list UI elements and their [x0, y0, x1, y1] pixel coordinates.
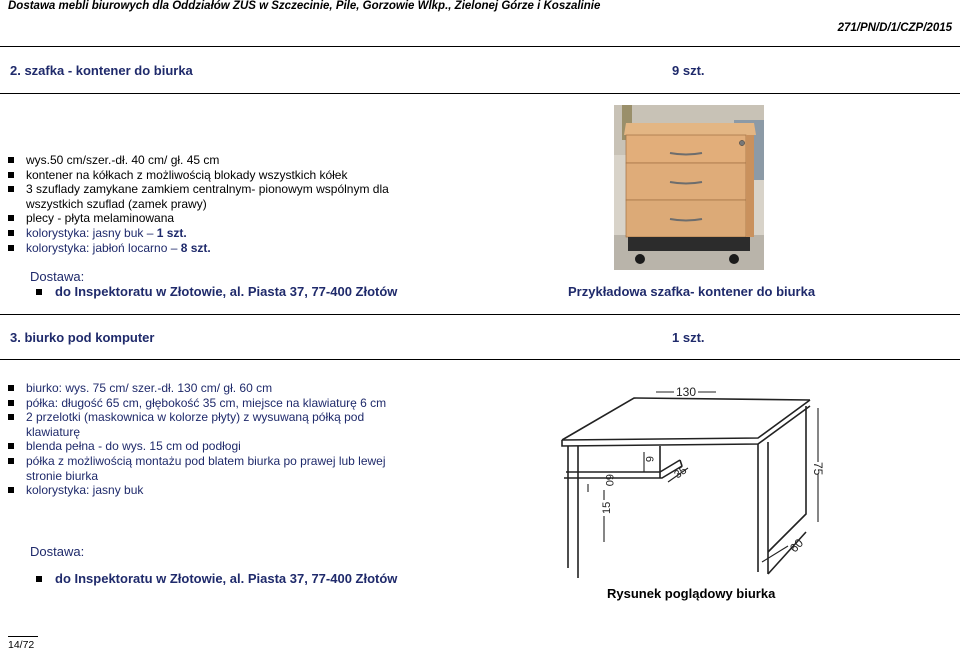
section-2-name: 2. szafka - kontener do biurka [10, 63, 193, 78]
color-1-qty: 1 szt. [156, 225, 187, 240]
keyboard-height-label: 6 [643, 456, 655, 463]
list-item: półka z możliwością montażu pod blatem biurka po prawej lub lewej stronie biurka [0, 454, 420, 483]
section-2-caption: Przykładowa szafka- kontener do biurka [568, 284, 816, 299]
container-photo [614, 105, 764, 270]
section-3-quantity: 1 szt. [672, 330, 705, 345]
section-2-quantity: 9 szt. [672, 63, 705, 78]
footer-divider [8, 636, 38, 637]
list-item [0, 241, 400, 256]
section-3-caption: Rysunek poglądowy biurka [607, 586, 776, 601]
shelf-length-label: 60 [603, 474, 615, 487]
desk-depth-label: 60 [786, 535, 807, 556]
tender-reference: 271/PN/D/1/CZP/2015 [837, 22, 952, 34]
list-item [0, 226, 400, 241]
list-item: wys.50 cm/szer.-dł. 40 cm/ gł. 45 cm [0, 153, 400, 168]
section-3-header [0, 314, 960, 360]
list-item: blenda pełna - do wys. 15 cm od podłogi [0, 439, 420, 454]
color-2-label: kolorystyka: jabłoń locarno – [26, 240, 181, 255]
section-2-delivery-heading: Dostawa: [30, 269, 85, 284]
desk-height-label: 75 [811, 462, 825, 476]
section-3-name: 3. biurko pod komputer [10, 330, 155, 345]
color-1-label: kolorystyka: jasny buk – [26, 225, 157, 240]
color-2-qty: 8 szt. [180, 240, 211, 255]
section-3-delivery-place: do Inspektoratu w Złotowie, al. Piasta 37, 77-400 Złotów [30, 571, 397, 586]
page-number: 14/72 [8, 639, 35, 651]
list-item: półka: długość 65 cm, głębokość 35 cm, miejsce na klawiaturę 6 cm [0, 396, 420, 411]
list-item: plecy - płyta melaminowana [0, 211, 400, 226]
section-3-delivery-heading: Dostawa: [30, 544, 85, 559]
list-item: 3 szuflady zamykane zamkiem centralnym- pionowym wspólnym dla wszystkich szuflad (zamek prawy) [0, 182, 400, 211]
section-3-spec-list [0, 381, 420, 498]
section-2-spec-list [0, 153, 400, 255]
section-2-header [0, 46, 960, 94]
blende-height-label: 15 [601, 501, 613, 514]
desk-width-label: 130 [676, 385, 697, 399]
document-header-title: Dostawa mebli biurowych dla Oddziałów ZUS w Szczecinie, Pile, Gorzowie Wlkp., Zielonej Górze i Koszalinie [8, 0, 601, 12]
list-item: kolorystyka: jasny buk [0, 483, 420, 498]
shelf-depth-label: 35 [672, 464, 690, 482]
section-2-delivery-place: do Inspektoratu w Złotowie, al. Piasta 37, 77-400 Złotów [30, 284, 397, 299]
list-item: biurko: wys. 75 cm/ szer.-dł. 130 cm/ gł. 60 cm [0, 381, 420, 396]
list-item: 2 przelotki (maskownica w kolorze płyty) z wysuwaną półką pod klawiaturę [0, 410, 420, 439]
list-item: kontener na kółkach z możliwością blokady wszystkich kółek [0, 168, 400, 183]
desk-sketch [548, 382, 848, 582]
